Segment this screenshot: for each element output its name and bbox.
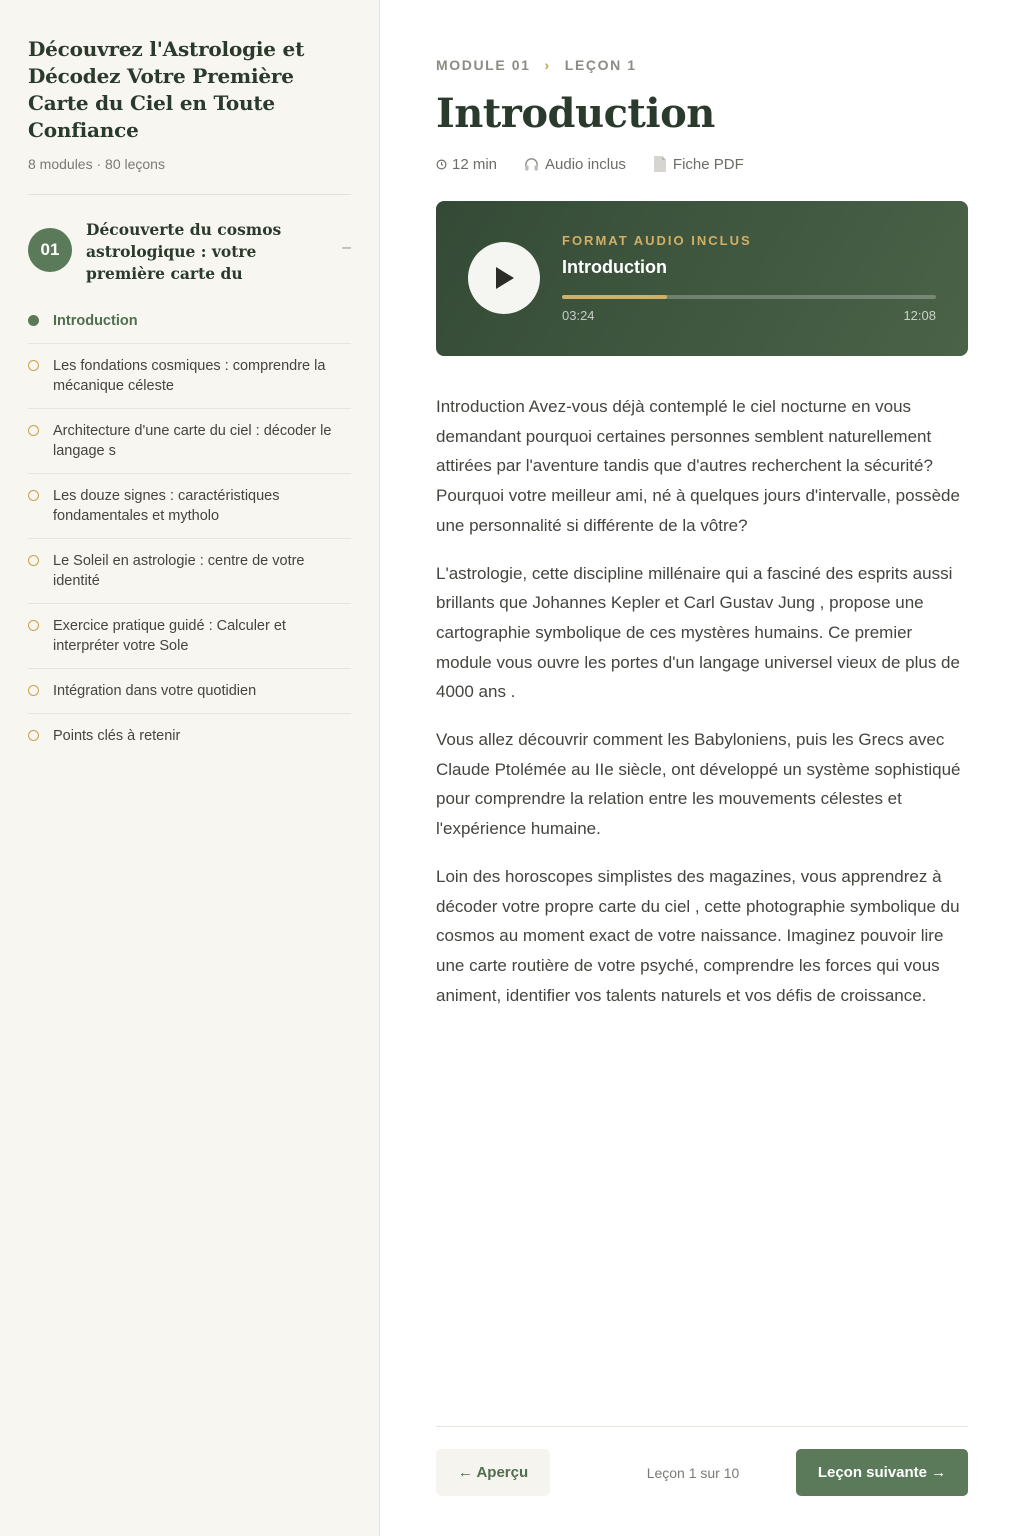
audio-title: Introduction xyxy=(562,257,667,277)
lesson-status-dot-icon xyxy=(28,315,39,326)
body-paragraph: Loin des horoscopes simplistes des magazines, vous apprendrez à décoder votre propre carte du ciel , cette photographie symbolique du cosmos au moment exact de votre naissance. Imaginez pouvoir lire une carte routière de votre psyché, comprendre les forces qui vous animent, identifier vos talents naturels et vos défis de croissance. xyxy=(436,866,960,1005)
audio-current-time: 03:24 xyxy=(562,308,595,323)
lesson-meta xyxy=(436,155,968,173)
pdf-meta-text: Fiche PDF xyxy=(672,155,744,173)
course-title: Découvrez l'Astrologie et Décodez Votre Première Carte du Ciel en Toute Confiance xyxy=(28,37,305,142)
course-meta: 8 modules · 80 leçons xyxy=(28,156,165,172)
audio-progress-bar[interactable] xyxy=(562,295,936,299)
breadcrumb-lesson: LEÇON 1 xyxy=(564,57,637,73)
audio-player xyxy=(436,201,968,356)
audio-eyebrow: FORMAT AUDIO INCLUS xyxy=(562,233,752,248)
headphones-icon xyxy=(523,156,540,173)
lesson-status-dot-icon xyxy=(28,490,39,501)
breadcrumb-module[interactable]: MODULE 01 xyxy=(436,57,531,73)
document-icon xyxy=(652,155,668,173)
lesson-status-dot-icon xyxy=(28,730,39,741)
page-title: Introduction xyxy=(436,90,715,137)
play-button[interactable] xyxy=(468,242,540,314)
lesson-label: Intégration dans votre quotidien xyxy=(53,683,257,699)
audio-meta-text: Audio inclus xyxy=(545,155,626,173)
audio-meta xyxy=(523,156,626,173)
body-paragraph: Vous allez découvrir comment les Babyloniens, puis les Grecs avec Claude Ptolémée au IIe siècle, ont développé un système sophistiqué pour comprendre la relation entre les mouvements célestes et l'expérience humaine. xyxy=(436,730,961,839)
previous-lesson-button[interactable]: ← Aperçu xyxy=(436,1449,550,1496)
module-header[interactable] xyxy=(28,219,351,285)
lesson-item[interactable] xyxy=(28,539,351,604)
lesson-content xyxy=(436,0,968,1028)
lesson-item[interactable] xyxy=(28,344,351,409)
body-paragraph: L'astrologie, cette discipline millénaire qui a fasciné des esprits aussi brillants que Johannes Kepler et Carl Gustav Jung , propose une cartographie symbolique de ces mystères humains. Ce premier module vous ouvre les portes d'un langage universel vieux de plus de 4000 ans . xyxy=(436,563,960,702)
lesson-label: Introduction xyxy=(53,313,138,329)
lesson-label: Les douze signes : caractéristiques fondamentales et mytholo xyxy=(53,488,280,524)
lesson-item[interactable] xyxy=(28,474,351,539)
lesson-counter: Leçon 1 sur 10 xyxy=(646,1464,740,1481)
lesson-label: Le Soleil en astrologie : centre de votre identité xyxy=(53,553,305,589)
lesson-label: Architecture d'une carte du ciel : décoder le langage s xyxy=(53,423,332,459)
lesson-list xyxy=(28,311,351,758)
lesson-status-dot-icon xyxy=(28,360,39,371)
module-number-badge: 01 xyxy=(28,228,72,272)
duration-text: 12 min xyxy=(452,155,498,173)
course-sidebar xyxy=(0,0,380,1536)
clock-icon xyxy=(436,159,447,170)
lesson-label: Points clés à retenir xyxy=(53,728,181,744)
lesson-label: Exercice pratique guidé : Calculer et interpréter votre Sole xyxy=(53,618,286,654)
lesson-item[interactable] xyxy=(28,311,351,344)
duration-meta xyxy=(436,156,497,173)
lesson-item[interactable] xyxy=(28,669,351,714)
body-paragraph: Introduction Avez-vous déjà contemplé le ciel nocturne en vous demandant pourquoi certaines personnes semblent naturellement attirées par l'aventure tandis que d'autres recherchent la sécurité? Pourquoi votre meilleur ami, né à quelques jours d'intervalle, possède une personnalité si différente de la vôtre? xyxy=(436,397,960,535)
audio-progress-fill xyxy=(562,295,667,299)
next-lesson-button[interactable]: Leçon suivante → xyxy=(796,1449,968,1496)
lesson-item[interactable] xyxy=(28,604,351,669)
lesson-footer xyxy=(436,1426,968,1496)
lesson-status-dot-icon xyxy=(28,425,39,436)
breadcrumb xyxy=(436,57,968,73)
pdf-meta[interactable] xyxy=(652,155,744,173)
play-icon xyxy=(492,265,516,291)
lesson-label: Les fondations cosmiques : comprendre la mécanique céleste xyxy=(53,358,326,394)
module-title: Découverte du cosmos astrologique : votre première carte du xyxy=(86,220,282,283)
audio-total-time: 12:08 xyxy=(903,308,936,323)
lesson-body xyxy=(436,392,968,1010)
collapse-icon[interactable]: – xyxy=(342,239,351,256)
sidebar-divider xyxy=(28,194,351,195)
chevron-right-icon: › xyxy=(544,57,551,73)
lesson-status-dot-icon xyxy=(28,685,39,696)
lesson-item[interactable] xyxy=(28,714,351,758)
lesson-status-dot-icon xyxy=(28,555,39,566)
lesson-status-dot-icon xyxy=(28,620,39,631)
lesson-item[interactable] xyxy=(28,409,351,474)
